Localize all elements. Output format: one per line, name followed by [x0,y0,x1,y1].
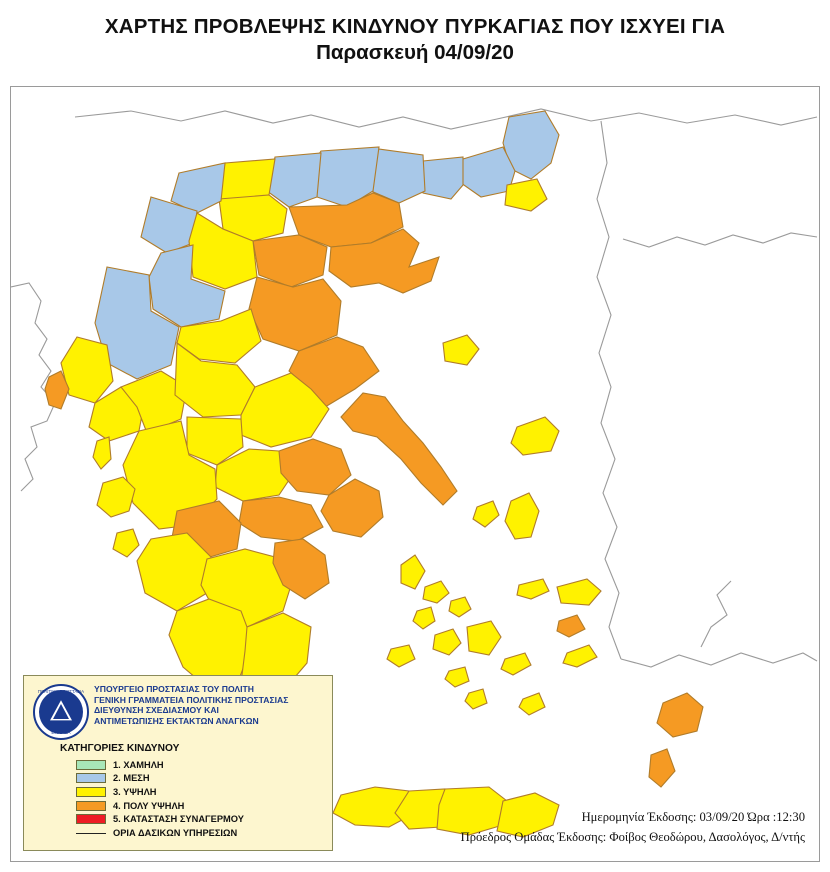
region-kos [563,645,597,667]
legend-boundary-item [76,828,237,838]
legend-label-alert: 5. ΚΑΤΑΣΤΑΣΗ ΣΥΝΑΓΕΡΜΟΥ [113,814,244,825]
region-limnos [443,335,479,365]
agency-line-2: ΓΕΝΙΚΗ ΓΡΑΜΜΑΤΕΙΑ ΠΟΛΙΤΙΚΗΣ ΠΡΟΣΤΑΣΙΑΣ [94,694,289,705]
region-lesvos [511,417,559,455]
region-astypalaia [519,693,545,715]
region-thesprotia [61,337,113,403]
region-santorini [465,689,487,709]
region-chios [505,493,539,539]
region-andros [401,555,425,589]
legend-swatch-low [76,760,106,770]
legend-item-3 [76,785,326,799]
legend-label-medium: 2. ΜΕΣΗ [113,773,150,784]
map-container[interactable] [10,86,820,862]
agency-line-3: ΔΙΕΥΘΥΝΣΗ ΣΧΕΔΙΑΣΜΟΥ ΚΑΙ [94,705,219,716]
region-rodos [657,693,703,737]
legend-label-boundary: ΟΡΙΑ ΔΑΣΙΚΩΝ ΥΠΗΡΕΣΙΩΝ [113,828,238,838]
legend-items [76,758,326,826]
region-syros [413,607,435,629]
issue-credits [461,807,805,847]
issuer-name: Πρόεδρος Ομάδας Έκδοσης: Φοίβος Θεοδώρου, Δασολόγος, Δ/ντής [460,830,805,844]
legend-label-very-high: 4. ΠΟΛΥ ΥΨΗΛΗ [113,800,185,811]
region-group-aegean[interactable] [387,335,703,787]
region-kalymnos [557,615,585,637]
legend-swatch-alert [76,814,106,824]
agency-line-4: ΑΝΤΙΜΕΤΩΠΙΣΗΣ ΕΚΤΑΚΤΩΝ ΑΝΑΓΚΩΝ [94,715,259,726]
region-voiotia [279,439,351,495]
region-mykonos [449,597,471,617]
region-samos [557,579,601,605]
agency-line-1: ΥΠΟΥΡΓΕΙΟ ΠΡΟΣΤΑΣΙΑΣ ΤΟΥ ΠΟΛΙΤΗ [94,684,254,694]
region-kefallinia [97,477,135,517]
civil-protection-emblem-icon [32,683,90,741]
region-group-north[interactable] [141,111,559,327]
page-title-line-1: ΧΑΡΤΗΣ ΠΡΟΒΛΕΨΗΣ ΚΙΝΔΥΝΟΥ ΠΥΡΚΑΓΙΑΣ ΠΟΥ ΙΣΧΥΕΙ ΓΙΑ [104,15,726,38]
region-korinthia [239,497,323,541]
legend-item-2 [76,772,326,786]
issue-date: Ημερομηνία Έκδοσης: 03/09/20 Ώρα :12:30 [581,810,805,824]
region-amorgos [501,653,531,675]
region-karpathos [649,749,675,787]
svg-text:ΠΟΛΙΤΙΚΗ ΠΡΟΣΤΑΣΙΑ: ΠΟΛΙΤΙΚΗ ΠΡΟΣΤΑΣΙΑ [37,689,85,694]
boundary-line-icon [76,833,106,834]
legend-label-high: 3. ΥΨΗΛΗ [113,786,157,797]
agency-name [94,684,330,726]
region-naxos [467,621,501,655]
legend-item-5 [76,812,326,826]
legend-title: ΚΑΤΗΓΟΡΙΕΣ ΚΙΝΔΥΝΟΥ [60,743,180,754]
region-kavala [505,179,547,211]
region-tinos [423,581,449,603]
legend-item-1 [76,758,326,772]
legend-swatch-very-high [76,801,106,811]
region-milos [387,645,415,667]
legend-box [23,675,333,851]
region-ios [445,667,469,687]
page-title [0,14,830,66]
page-title-line-2: Παρασκευή 04/09/20 [316,41,514,64]
region-lefkada [93,437,111,469]
legend-item-4 [76,799,326,813]
region-skyros [473,501,499,527]
region-zakynthos [113,529,139,557]
region-ikaria [517,579,549,599]
region-larisa [249,277,341,351]
legend-swatch-high [76,787,106,797]
legend-swatch-medium [76,773,106,783]
svg-text:ΕΛΛΑΔΑ: ΕΛΛΑΔΑ [51,731,71,736]
legend-label-low: 1. ΧΑΜΗΛΗ [113,759,164,770]
region-paros [433,629,461,655]
